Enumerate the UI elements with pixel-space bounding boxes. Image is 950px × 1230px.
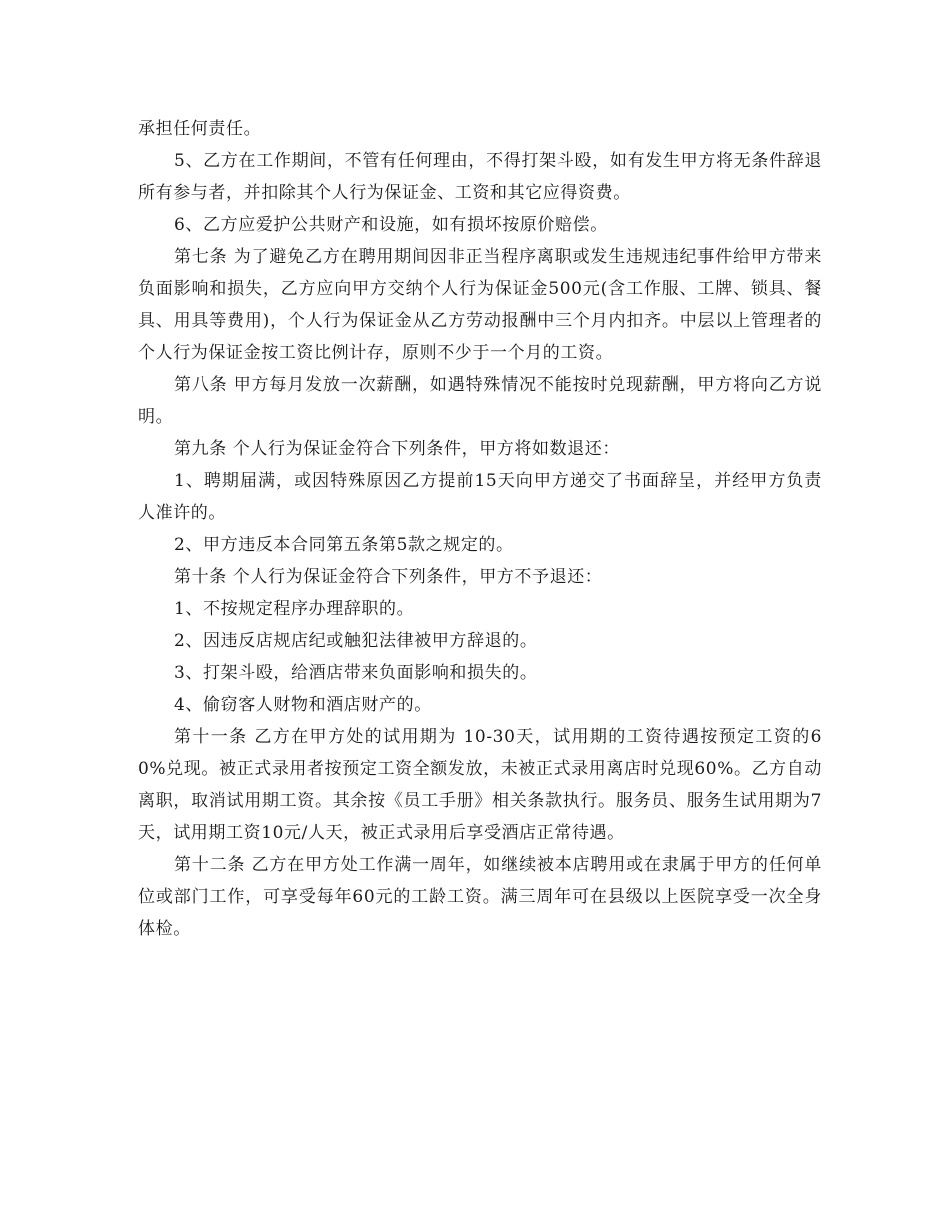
article-10-item-1: 1、不按规定程序办理辞职的。	[174, 599, 415, 619]
article-10-item-3: 3、打架斗殴，给酒店带来负面影响和损失的。	[174, 663, 538, 683]
article-10: 第十条 个人行为保证金符合下列条件，甲方不予退还：	[174, 567, 603, 587]
paragraph-continuation: 承担任何责任。	[138, 119, 262, 139]
article-9-item-2: 2、甲方违反本合同第五条第5款之规定的。	[174, 535, 514, 555]
article-8: 第八条 甲方每月发放一次薪酬，如遇特殊情况不能按时兑现薪酬，甲方将向乙方说明。	[138, 375, 822, 427]
clause-item-5: 5、乙方在工作期间，不管有任何理由，不得打架斗殴，如有发生甲方将无条件辞退所有参与者，并扣除其个人行为保证金、工资和其它应得资费。	[138, 151, 822, 203]
article-10-item-2: 2、因违反店规店纪或触犯法律被甲方辞退的。	[174, 631, 538, 651]
article-7: 第七条 为了避免乙方在聘用期间因非正当程序离职或发生违规违纪事件给甲方带来负面影响和损失，乙方应向甲方交纳个人行为保证金500元(含工作服、工牌、锁具、餐具、用具等费用)，个人行为保证金从乙方劳动报酬中三个月内扣齐。中层以上管理者的个人行为保证金按工资比例计存，原则不少于一个月的工资。	[138, 247, 822, 363]
article-9: 第九条 个人行为保证金符合下列条件，甲方将如数退还：	[174, 439, 621, 459]
article-12: 第十二条 乙方在甲方处工作满一周年，如继续被本店聘用或在隶属于甲方的任何单位或部门工作，可享受每年60元的工龄工资。满三周年可在县级以上医院享受一次全身体检。	[138, 855, 822, 939]
clause-item-6: 6、乙方应爱护公共财产和设施，如有损坏按原价赔偿。	[174, 215, 608, 235]
article-9-item-1: 1、聘期届满，或因特殊原因乙方提前15天向甲方递交了书面辞呈，并经甲方负责人准许的。	[138, 471, 822, 523]
article-10-item-4: 4、偷窃客人财物和酒店财产的。	[174, 695, 432, 715]
article-11: 第十一条 乙方在甲方处的试用期为 10-30天，试用期的工资待遇按预定工资的60%兑现。被正式录用者按预定工资全额发放，未被正式录用离店时兑现60%。乙方自动离职，取消试用期工资。其余按《员工手册》相关条款执行。服务员、服务生试用期为7天，试用期工资10元/人天，被正式录用后享受酒店正常待遇。	[138, 727, 822, 843]
